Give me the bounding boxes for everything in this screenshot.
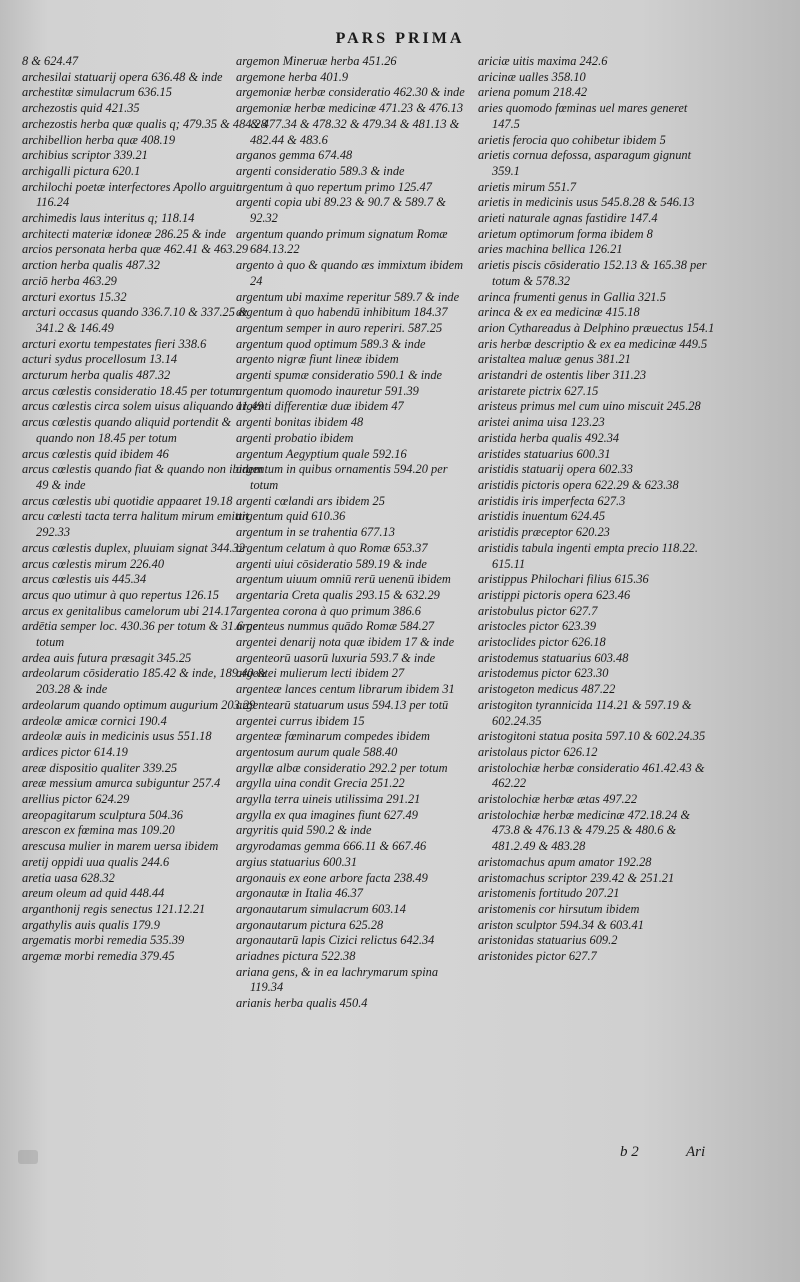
index-entry: arianis herba qualis 450.4 bbox=[236, 996, 368, 1011]
index-entry: argentaria Creta qualis 293.15 & 632.29 bbox=[236, 587, 440, 602]
index-entry: architecti materiæ idoneæ 286.25 & inde bbox=[22, 226, 226, 241]
index-entry: aristobulus pictor 627.7 bbox=[478, 603, 598, 618]
index-entry: argentum in se trahentia 677.13 bbox=[236, 525, 395, 540]
index-entry: archesilai statuarij opera 636.48 & inde bbox=[22, 69, 223, 84]
index-entry: aristomenis fortitudo 207.21 bbox=[478, 886, 620, 901]
index-entry: argentum quomodo inauretur 591.39 bbox=[236, 383, 419, 398]
index-entry: arcus cœlestis uis 445.34 bbox=[22, 572, 147, 587]
index-entry: argyritis quid 590.2 & inde bbox=[236, 823, 372, 838]
index-entry: argentum quod optimum 589.3 & inde bbox=[236, 336, 426, 351]
catchword: Ari bbox=[686, 1144, 706, 1160]
index-entry: archilochi poetæ interfectores Apollo arguit 116.24 bbox=[22, 179, 240, 210]
index-entry: argenti uiui cōsideratio 589.19 & inde bbox=[236, 556, 427, 571]
index-entry: ardeolarum cōsideratio 185.42 & inde, 189.40 & 203.28 & inde bbox=[22, 666, 267, 697]
index-entry: arion Cythareadus à Delphino præuectus 154.1 bbox=[478, 320, 715, 335]
index-entry: argemon Mineruæ herba 451.26 bbox=[236, 54, 397, 68]
index-entry: aristolaus pictor 626.12 bbox=[478, 744, 598, 759]
index-entry: arietis ferocia quo cohibetur ibidem 5 bbox=[478, 132, 666, 147]
index-entry: aristoclides pictor 626.18 bbox=[478, 635, 606, 650]
index-entry: arcus cœlestis quando aliquid portendit & quando non 18.45 per totum bbox=[22, 415, 232, 445]
index-entry: aristogiton tyrannicida 114.21 & 597.19 & 602.24.35 bbox=[478, 697, 692, 728]
index-entry: argenti cœlandi ars ibidem 25 bbox=[236, 493, 385, 508]
index-entry: argonauis ex eone arbore facta 238.49 bbox=[236, 870, 428, 885]
index-entry: argenti copia ubi 89.23 & 90.7 & 589.7 & 92.32 bbox=[236, 195, 446, 226]
index-entry: argonautarum pictura 625.28 bbox=[236, 917, 384, 932]
index-column-3 bbox=[478, 54, 718, 965]
index-entry: ardētia semper loc. 430.36 per totum & 31.6 per totum bbox=[22, 619, 263, 650]
index-entry: archezostis quid 421.35 bbox=[22, 101, 140, 116]
index-entry: argento nigræ fiunt lineæ ibidem bbox=[236, 352, 399, 367]
index-entry: argenti consideratio 589.3 & inde bbox=[236, 163, 405, 178]
index-entry: argonautæ in Italia 46.37 bbox=[236, 886, 363, 901]
index-entry: aristomachus apum amator 192.28 bbox=[478, 854, 652, 869]
index-entry: arietis cornua defossa, asparagum gignunt 359.1 bbox=[478, 148, 692, 178]
index-entry: arietum optimorum forma ibidem 8 bbox=[478, 226, 653, 241]
index-entry: argonautarum simulacrum 603.14 bbox=[236, 901, 406, 916]
signature-mark: b 2 bbox=[620, 1144, 639, 1160]
index-entry: aristidis præceptor 620.23 bbox=[478, 525, 610, 540]
index-entry: arcus quo utimur à quo repertus 126.15 bbox=[22, 587, 219, 602]
index-entry: aristomenis cor hirsutum ibidem bbox=[478, 901, 640, 916]
index-entry: ariciæ uitis maxima 242.6 bbox=[478, 54, 608, 68]
index-entry: argenti differentiæ duæ ibidem 47 bbox=[236, 399, 404, 414]
index-entry: areæ messium amurca subiguntur 257.4 bbox=[22, 776, 221, 791]
index-entry: aristonidas statuarius 609.2 bbox=[478, 933, 618, 948]
index-entry: aristides statuarius 600.31 bbox=[478, 446, 611, 461]
index-entry: ardices pictor 614.19 bbox=[22, 744, 128, 759]
index-entry: archibius scriptor 339.21 bbox=[22, 148, 148, 163]
index-entry: argentei mulierum lecti ibidem 27 bbox=[236, 666, 405, 681]
index-entry: arescusa mulier in marem uersa ibidem bbox=[22, 839, 219, 854]
index-entry: aristidis iris imperfecta 627.3 bbox=[478, 493, 626, 508]
index-entry: aristaltea maluæ genus 381.21 bbox=[478, 352, 631, 367]
index-entry: argemæ morbi remedia 379.45 bbox=[22, 949, 175, 964]
index-entry: acturi sydus procellosum 13.14 bbox=[22, 352, 178, 367]
index-entry: argentum quid 610.36 bbox=[236, 509, 346, 524]
index-entry: areæ dispositio qualiter 339.25 bbox=[22, 760, 178, 775]
index-entry: ardeolarum quando optimum augurium 203.29 bbox=[22, 697, 256, 712]
index-entry: aristidis pictoris opera 622.29 & 623.38 bbox=[478, 477, 679, 492]
index-entry: arciō herba 463.29 bbox=[22, 273, 117, 288]
index-entry: argemone herba 401.9 bbox=[236, 69, 349, 84]
index-entry: arcus cœlestis consideratio 18.45 per totum bbox=[22, 383, 239, 398]
index-entry: aristarete pictrix 627.15 bbox=[478, 383, 599, 398]
index-entry: argentum in quibus ornamentis 594.20 per totum bbox=[236, 462, 448, 492]
index-entry: arinca & ex ea medicinæ 415.18 bbox=[478, 305, 640, 320]
index-entry: argathylis auis qualis 179.9 bbox=[22, 917, 160, 932]
index-entry: aristogitoni statua posita 597.10 & 602.24.35 bbox=[478, 729, 706, 744]
index-entry: argentum ubi maxime reperitur 589.7 & inde bbox=[236, 289, 460, 304]
index-entry: aristidis tabula ingenti empta precio 118.22. 615.11 bbox=[478, 540, 698, 571]
index-entry: areopagitarum sculptura 504.36 bbox=[22, 807, 183, 822]
index-entry: aristodemus pictor 623.30 bbox=[478, 666, 609, 681]
index-entry: argyllæ albæ consideratio 292.2 per totum bbox=[236, 760, 448, 775]
index-entry: arganos gemma 674.48 bbox=[236, 148, 353, 163]
index-entry: archestitæ simulacrum 636.15 bbox=[22, 85, 172, 100]
index-entry: arcturi occasus quando 336.7.10 & 337.25 & 341.2 & 146.49 bbox=[22, 305, 248, 335]
index-entry: ardeolæ auis in medicinis usus 551.18 bbox=[22, 729, 212, 744]
index-entry: arcus cœlestis quid ibidem 46 bbox=[22, 446, 169, 461]
index-entry: arcturum herba qualis 487.32 bbox=[22, 368, 171, 383]
index-entry: argenti probatio ibidem bbox=[236, 430, 354, 445]
index-entry: argentum semper in auro reperiri. 587.25 bbox=[236, 320, 443, 335]
index-entry: archezostis herba quæ qualis q; 479.35 & 484.28 bbox=[22, 116, 267, 131]
index-entry: ardeolæ amicæ cornici 190.4 bbox=[22, 713, 167, 728]
index-entry: arietis mirum 551.7 bbox=[478, 179, 577, 194]
index-entry: arcturi exortus 15.32 bbox=[22, 289, 127, 304]
index-entry: argenti spumæ consideratio 590.1 & inde bbox=[236, 368, 443, 383]
index-entry: aries machina bellica 126.21 bbox=[478, 242, 623, 257]
index-entry: aristidis statuarij opera 602.33 bbox=[478, 462, 633, 477]
index-entry: aristogeton medicus 487.22 bbox=[478, 682, 616, 697]
index-entry: archigalli pictura 620.1 bbox=[22, 163, 141, 178]
index-entry: arietis in medicinis usus 545.8.28 & 546.13 bbox=[478, 195, 695, 210]
index-entry: argentum à quo habendū inhibitum 184.37 bbox=[236, 305, 448, 320]
index-column-1 bbox=[22, 54, 267, 965]
index-entry: argenti bonitas ibidem 48 bbox=[236, 415, 364, 430]
index-entry: archimedis laus interitus q; 118.14 bbox=[22, 211, 195, 226]
index-entry: argematis morbi remedia 535.39 bbox=[22, 933, 185, 948]
index-entry: argentum uiuum omniū rerū uenenū ibidem bbox=[236, 572, 451, 587]
index-entry: aristippus Philochari filius 615.36 bbox=[478, 572, 649, 587]
index-entry: archibellion herba quæ 408.19 bbox=[22, 132, 176, 147]
index-entry: argenteæ lances centum librarum ibidem 31 bbox=[236, 682, 455, 697]
index-entry: aristolochiæ herbæ medicinæ 472.18.24 & 473.8 & 476.13 & 479.25 & 480.6 & 481.2.49 & 483.28 bbox=[478, 807, 691, 854]
index-entry: argentum quando primum signatum Romæ 684.13.22 bbox=[236, 226, 448, 257]
index-entry: argentearū statuarum usus 594.13 per totū bbox=[236, 697, 449, 712]
index-entry: arction herba qualis 487.32 bbox=[22, 258, 160, 273]
index-entry: ariena pomum 218.42 bbox=[478, 85, 588, 100]
index-entry: ariadnes pictura 522.38 bbox=[236, 949, 356, 964]
index-entry: aristidis inuentum 624.45 bbox=[478, 509, 606, 524]
index-entry: 8 & 624.47 bbox=[22, 54, 79, 68]
index-entry: aristolochiæ herbæ ætas 497.22 bbox=[478, 792, 638, 807]
index-entry: arcus cœlestis circa solem uisus aliquando 11.49 bbox=[22, 399, 264, 414]
ink-smudge bbox=[18, 1150, 38, 1164]
index-entry: argylla uina condit Grecia 251.22 bbox=[236, 776, 405, 791]
index-entry: argento à quo & quando æs immixtum ibidem 24 bbox=[236, 258, 464, 288]
index-entry: argentea corona à quo primum 386.6 bbox=[236, 603, 421, 618]
index-entry: arganthonij regis senectus 121.12.21 bbox=[22, 901, 206, 916]
index-column-2 bbox=[236, 54, 474, 1012]
index-entry: aretia uasa 628.32 bbox=[22, 870, 115, 885]
running-head: PARS PRIMA bbox=[335, 30, 465, 47]
index-entry: argenteorū uasorū luxuria 593.7 & inde bbox=[236, 650, 436, 665]
index-entry: argylla ex qua imagines fiunt 627.49 bbox=[236, 807, 418, 822]
index-entry: aristida herba qualis 492.34 bbox=[478, 430, 620, 445]
index-entry: arcus cœlestis mirum 226.40 bbox=[22, 556, 165, 571]
index-entry: arinca frumenti genus in Gallia 321.5 bbox=[478, 289, 666, 304]
index-entry: argentosum aurum quale 588.40 bbox=[236, 744, 398, 759]
index-entry: argentum celatum à quo Romæ 653.37 bbox=[236, 540, 428, 555]
index-entry: ardea auis futura præsagit 345.25 bbox=[22, 650, 192, 665]
index-entry: aristocles pictor 623.39 bbox=[478, 619, 597, 634]
index-entry: ariana gens, & in ea lachrymarum spina 119.34 bbox=[236, 964, 439, 995]
index-entry: argentum Aegyptium quale 592.16 bbox=[236, 446, 407, 461]
index-entry: arcu cœlesti tacta terra halitum mirum emittit 292.33 bbox=[22, 509, 249, 540]
index-entry: arcturi exortu tempestates fieri 338.6 bbox=[22, 336, 207, 351]
index-entry: aries quomodo fœminas uel mares generet 147.5 bbox=[478, 101, 688, 131]
index-entry: arietis piscis cōsideratio 152.13 & 165.38 per totum & 578.32 bbox=[478, 258, 707, 288]
index-entry: argentei denarij nota quæ ibidem 17 & inde bbox=[236, 635, 455, 650]
index-entry: argyrodamas gemma 666.11 & 667.46 bbox=[236, 839, 427, 854]
index-entry: argenteus nummus quādo Romæ 584.27 bbox=[236, 619, 435, 634]
index-entry: ariston sculptor 594.34 & 603.41 bbox=[478, 917, 644, 932]
index-entry: arescon ex fœmina mas 109.20 bbox=[22, 823, 175, 838]
index-entry: aristomachus scriptor 239.42 & 251.21 bbox=[478, 870, 675, 885]
index-entry: argemoniæ herbæ consideratio 462.30 & inde bbox=[236, 85, 465, 100]
index-entry: arcus cœlestis duplex, pluuiam signat 344.32 bbox=[22, 540, 245, 555]
index-entry: arcus ex genitalibus camelorum ubi 214.17 bbox=[22, 603, 237, 618]
index-entry: arieti naturale agnas fastidire 147.4 bbox=[478, 211, 658, 226]
index-entry: aristei anima uisa 123.23 bbox=[478, 415, 605, 430]
index-entry: argentei currus ibidem 15 bbox=[236, 713, 365, 728]
index-entry: argemoniæ herbæ medicinæ 471.23 & 476.13 & 477.34 & 478.32 & 479.34 & 481.13 & 482.44 & 483.6 bbox=[236, 101, 464, 147]
index-entry: aristodemus statuarius 603.48 bbox=[478, 650, 629, 665]
index-entry: aristonides pictor 627.7 bbox=[478, 949, 597, 964]
index-entry: arellius pictor 624.29 bbox=[22, 792, 130, 807]
index-entry: arcus cœlestis quando fiat & quando non ibidem 49 & inde bbox=[22, 462, 263, 492]
index-entry: aristandri de ostentis liber 311.23 bbox=[478, 368, 647, 383]
index-entry: argentum à quo repertum primo 125.47 bbox=[236, 179, 432, 194]
index-entry: aristeus primus mel cum uino miscuit 245.28 bbox=[478, 399, 701, 414]
index-entry: aretij oppidi uua qualis 244.6 bbox=[22, 854, 170, 869]
index-entry: argonautarū lapis Cizici relictus 642.34 bbox=[236, 933, 435, 948]
index-entry: aricinæ ualles 358.10 bbox=[478, 69, 586, 84]
index-entry: aris herbæ descriptio & ex ea medicinæ 449.5 bbox=[478, 336, 708, 351]
index-entry: argenteæ fœminarum compedes ibidem bbox=[236, 729, 430, 744]
index-entry: argius statuarius 600.31 bbox=[236, 854, 358, 869]
index-entry: arcios personata herba quæ 462.41 & 463.29 bbox=[22, 242, 249, 257]
index-entry: aristolochiæ herbæ consideratio 461.42.43 & 462.22 bbox=[478, 760, 705, 791]
index-entry: aristippi pictoris opera 623.46 bbox=[478, 587, 631, 602]
index-entry: areum oleum ad quid 448.44 bbox=[22, 886, 165, 901]
index-entry: arcus cœlestis ubi quotidie appaaret 19.18 bbox=[22, 493, 233, 508]
index-entry: argylla terra uineis utilissima 291.21 bbox=[236, 792, 421, 807]
